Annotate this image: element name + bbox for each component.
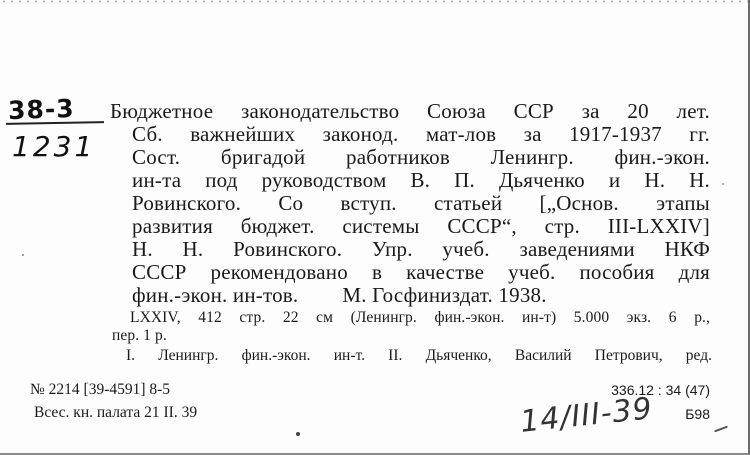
shelf-mark-bottom: 1231 — [12, 130, 96, 163]
handwritten-date: 14/III-39 — [518, 391, 655, 440]
book-chamber-stamp: Всес. кн. палата 21 II. 39 — [34, 404, 198, 421]
card-top-perforation — [0, 0, 748, 3]
description-line: Бюджетное законодательство Союза ССР за 20 лет. — [110, 99, 710, 123]
imprint-line — [110, 284, 710, 307]
shelf-mark-top: 38-3 — [7, 93, 76, 126]
collation-line: LXXIV, 412 стр. 22 см (Ленингр. фин.-экон. ин-т) 5.000 экз. 6 р., — [130, 309, 710, 326]
description-line: развития бюджет. системы СССР“, стр. III-LXXIV] — [132, 214, 710, 238]
ink-dot — [22, 254, 24, 256]
description-line: Ровинского. Со вступ. статьей [„Основ. этапы — [132, 191, 710, 215]
tracing: I. Ленингр. фин.-экон. ин-т. II. Дьяченко, Василий Петрович, ред. — [126, 347, 712, 364]
imprint-place-label: фин.-экон. ин-тов. — [132, 283, 299, 307]
imprint-publisher: М. Госфиниздат. 1938. — [342, 283, 547, 307]
description-line: Н. Н. Ровинского. Упр. учеб. заведениями НКФ — [132, 237, 710, 261]
description-line: Сб. важнейших законод. мат-лов за 1917-1937 гг. — [132, 122, 710, 146]
description-line: ин-та под руководством В. П. Дьяченко и Н. Н. — [132, 168, 710, 192]
ink-stroke — [714, 426, 728, 433]
shelf-mark-divider — [6, 121, 104, 125]
author-code: Б98 — [685, 406, 710, 422]
ink-dot — [296, 432, 300, 436]
collation — [112, 309, 710, 345]
description-line: СССР рекомендовано в качестве учеб. пособия для — [132, 260, 710, 284]
bibliographic-description — [110, 100, 710, 307]
collation-line: пер. 1 р. — [112, 327, 167, 344]
ink-dot — [722, 183, 724, 185]
classification-index: 336.12 : 34 (47) — [611, 382, 710, 398]
description-line: Сост. бригадой работников Ленингр. фин.-экон. — [132, 145, 710, 169]
order-number: № 2214 [39-4591] 8-5 — [30, 381, 171, 398]
